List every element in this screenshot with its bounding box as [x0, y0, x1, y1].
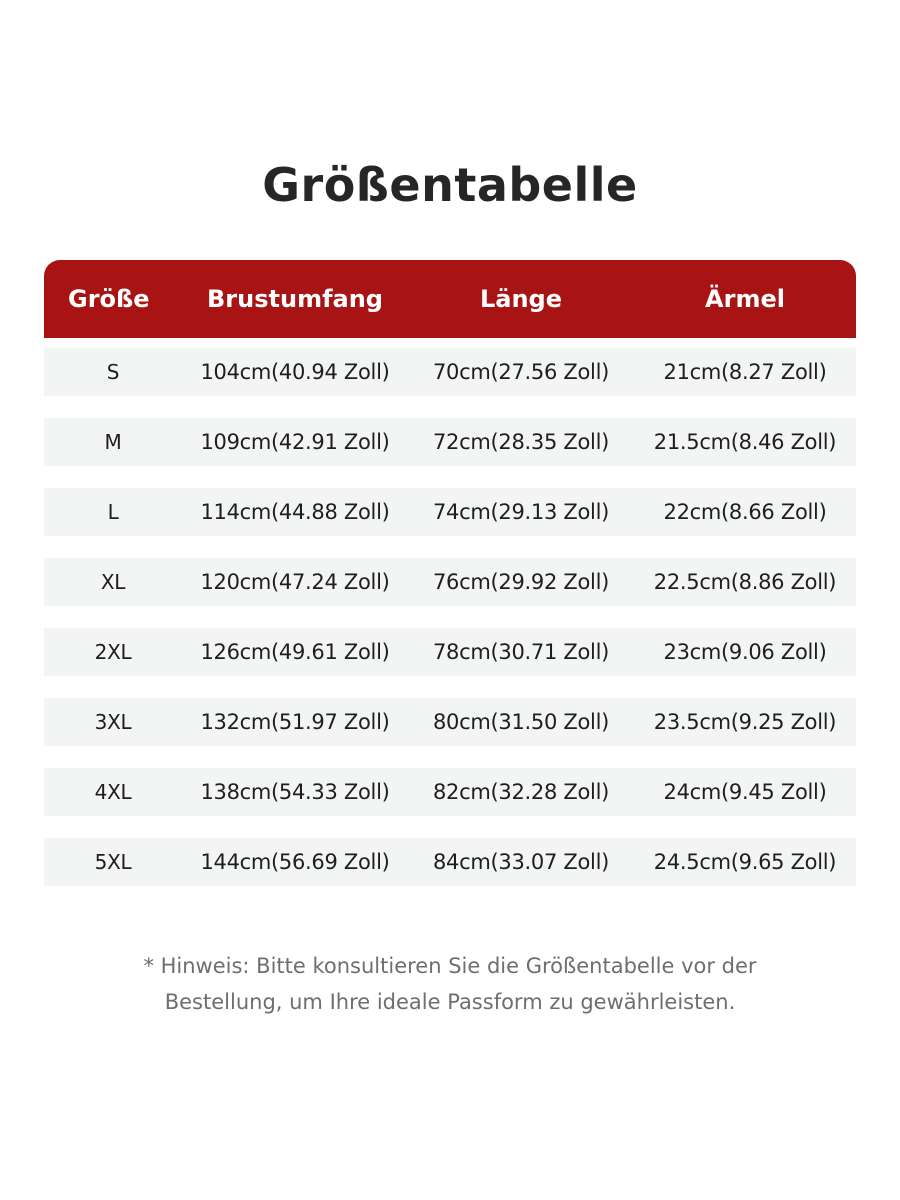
- size-cell: 4XL: [94, 780, 132, 804]
- table-row: [44, 628, 856, 676]
- size-cell: 2XL: [94, 640, 132, 664]
- table-row: [44, 488, 856, 536]
- size-cell: 5XL: [94, 850, 132, 874]
- sleeve-cell: 22cm(8.66 Zoll): [663, 500, 827, 524]
- size-chart-table: [44, 260, 856, 908]
- chest-cell: 144cm(56.69 Zoll): [200, 850, 390, 874]
- size-cell: S: [106, 360, 120, 384]
- note-line-2: Bestellung, um Ihre ideale Passform zu gewährleisten.: [164, 990, 736, 1014]
- chest-cell: 109cm(42.91 Zoll): [200, 430, 390, 454]
- size-chart-note: [0, 948, 900, 1020]
- sleeve-cell: 21.5cm(8.46 Zoll): [653, 430, 837, 454]
- length-cell: 72cm(28.35 Zoll): [432, 430, 609, 454]
- size-cell: 3XL: [94, 710, 132, 734]
- table-body: [44, 348, 856, 886]
- table-row: [44, 418, 856, 466]
- chest-cell: 132cm(51.97 Zoll): [200, 710, 390, 734]
- note-line-1: * Hinweis: Bitte konsultieren Sie die Größentabelle vor der: [143, 954, 757, 978]
- length-cell: 84cm(33.07 Zoll): [432, 850, 609, 874]
- chest-cell: 126cm(49.61 Zoll): [200, 640, 390, 664]
- table-row: [44, 698, 856, 746]
- sleeve-cell: 21cm(8.27 Zoll): [663, 360, 827, 384]
- length-cell: 76cm(29.92 Zoll): [432, 570, 609, 594]
- table-row: [44, 768, 856, 816]
- header-length: Länge: [479, 285, 563, 313]
- chest-cell: 120cm(47.24 Zoll): [200, 570, 390, 594]
- size-cell: XL: [100, 570, 126, 594]
- chest-cell: 138cm(54.33 Zoll): [200, 780, 390, 804]
- table-row: [44, 838, 856, 886]
- header-size: Größe: [68, 285, 150, 313]
- chest-cell: 104cm(40.94 Zoll): [200, 360, 390, 384]
- table-row: [44, 558, 856, 606]
- header-sleeve: Ärmel: [705, 285, 785, 313]
- length-cell: 74cm(29.13 Zoll): [432, 500, 609, 524]
- table-header-row: [44, 260, 856, 338]
- sleeve-cell: 24cm(9.45 Zoll): [663, 780, 827, 804]
- length-cell: 82cm(32.28 Zoll): [432, 780, 609, 804]
- header-chest: Brustumfang: [207, 285, 383, 313]
- sleeve-cell: 22.5cm(8.86 Zoll): [653, 570, 837, 594]
- length-cell: 70cm(27.56 Zoll): [432, 360, 609, 384]
- table-row: [44, 348, 856, 396]
- sleeve-cell: 23.5cm(9.25 Zoll): [653, 710, 837, 734]
- sleeve-cell: 23cm(9.06 Zoll): [663, 640, 827, 664]
- length-cell: 78cm(30.71 Zoll): [432, 640, 609, 664]
- page-title: Größentabelle: [262, 158, 638, 212]
- length-cell: 80cm(31.50 Zoll): [432, 710, 609, 734]
- size-cell: M: [104, 430, 122, 454]
- sleeve-cell: 24.5cm(9.65 Zoll): [653, 850, 837, 874]
- chest-cell: 114cm(44.88 Zoll): [200, 500, 390, 524]
- size-cell: L: [107, 500, 119, 524]
